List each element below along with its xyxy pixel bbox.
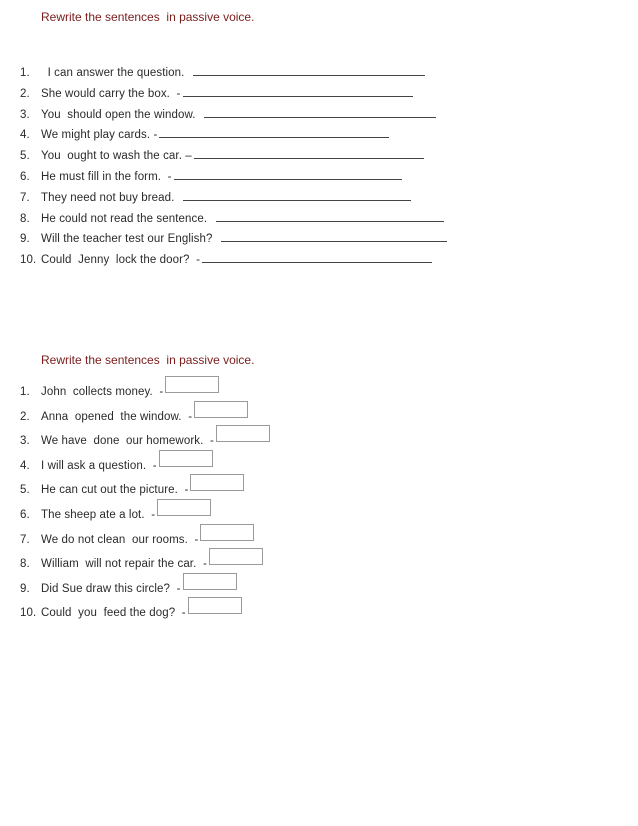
item-sentence: He could not read the sentence. [41, 212, 214, 225]
item-number: 3. [20, 108, 30, 121]
answer-box[interactable] [200, 524, 254, 541]
exercise-item [20, 432, 270, 457]
item-number: 6. [20, 170, 30, 183]
exercise-item [20, 230, 447, 251]
exercise-item [20, 64, 447, 85]
answer-line[interactable] [194, 147, 424, 159]
answer-line[interactable] [202, 251, 432, 263]
answer-box[interactable] [183, 573, 237, 590]
exercise-item [20, 251, 447, 272]
item-number: 4. [20, 459, 30, 472]
item-number: 1. [20, 386, 30, 398]
item-sentence: Could Jenny lock the door? - [41, 254, 201, 267]
answer-box[interactable] [209, 548, 263, 565]
answer-box[interactable] [188, 597, 242, 614]
answer-line[interactable] [183, 189, 411, 201]
exercise-item [20, 147, 447, 168]
item-number: 2. [20, 410, 30, 423]
item-number: 7. [20, 191, 30, 204]
answer-line[interactable] [216, 210, 444, 222]
item-sentence: We do not clean our rooms. - [41, 533, 199, 546]
item-sentence: John collects money. - [41, 386, 164, 398]
answer-line[interactable] [159, 126, 389, 138]
item-sentence: They need not buy bread. [41, 191, 182, 204]
item-number: 1. [20, 67, 30, 79]
item-sentence: He must fill in the form. - [41, 170, 172, 183]
item-number: 6. [20, 508, 30, 521]
section-1-title: Rewrite the sentences in passive voice. [41, 10, 255, 24]
answer-box[interactable] [216, 425, 270, 442]
answer-box[interactable] [157, 499, 211, 516]
answer-line[interactable] [221, 230, 447, 242]
item-sentence: The sheep ate a lot. - [41, 508, 156, 521]
exercise-item [20, 85, 447, 106]
item-sentence: He can cut out the picture. - [41, 484, 189, 497]
item-number: 3. [20, 435, 30, 448]
item-number: 2. [20, 87, 30, 100]
item-number: 10. [20, 254, 37, 267]
item-sentence: We have done our homework. - [41, 435, 214, 448]
exercise-list-2 [20, 383, 270, 629]
item-sentence: She would carry the box. - [41, 87, 181, 100]
section-2-title: Rewrite the sentences in passive voice. [41, 353, 255, 367]
answer-box[interactable] [190, 474, 244, 491]
exercise-item [20, 210, 447, 231]
item-sentence: You should open the window. [41, 108, 203, 121]
item-number: 8. [20, 212, 30, 225]
item-sentence: Anna opened the window. - [41, 410, 193, 423]
item-sentence: William will not repair the car. - [41, 558, 207, 571]
item-number: 7. [20, 533, 30, 546]
item-sentence: I will ask a question. - [41, 459, 157, 472]
item-sentence: Did Sue draw this circle? - [41, 582, 181, 595]
item-number: 5. [20, 150, 30, 163]
item-number: 10. [20, 607, 37, 620]
item-sentence: We might play cards. - [41, 129, 158, 142]
item-sentence: Could you feed the dog? - [41, 607, 186, 620]
exercise-item [20, 481, 270, 506]
answer-line[interactable] [193, 64, 425, 76]
exercise-item [20, 126, 447, 147]
answer-line[interactable] [204, 106, 436, 118]
item-sentence: Will the teacher test our English? [41, 233, 220, 246]
answer-box[interactable] [159, 450, 213, 467]
exercise-list-1 [20, 64, 447, 272]
exercise-item [20, 189, 447, 210]
item-number: 9. [20, 233, 30, 246]
item-sentence: You ought to wash the car. – [41, 150, 192, 163]
item-number: 4. [20, 129, 30, 142]
exercise-item [20, 604, 270, 629]
exercise-item [20, 168, 447, 189]
item-sentence: I can answer the question. [41, 67, 192, 79]
answer-line[interactable] [174, 168, 402, 180]
answer-box[interactable] [194, 401, 248, 418]
answer-box[interactable] [165, 376, 219, 393]
item-number: 5. [20, 484, 30, 497]
item-number: 9. [20, 582, 30, 595]
exercise-item [20, 106, 447, 127]
answer-line[interactable] [183, 85, 413, 97]
item-number: 8. [20, 558, 30, 571]
